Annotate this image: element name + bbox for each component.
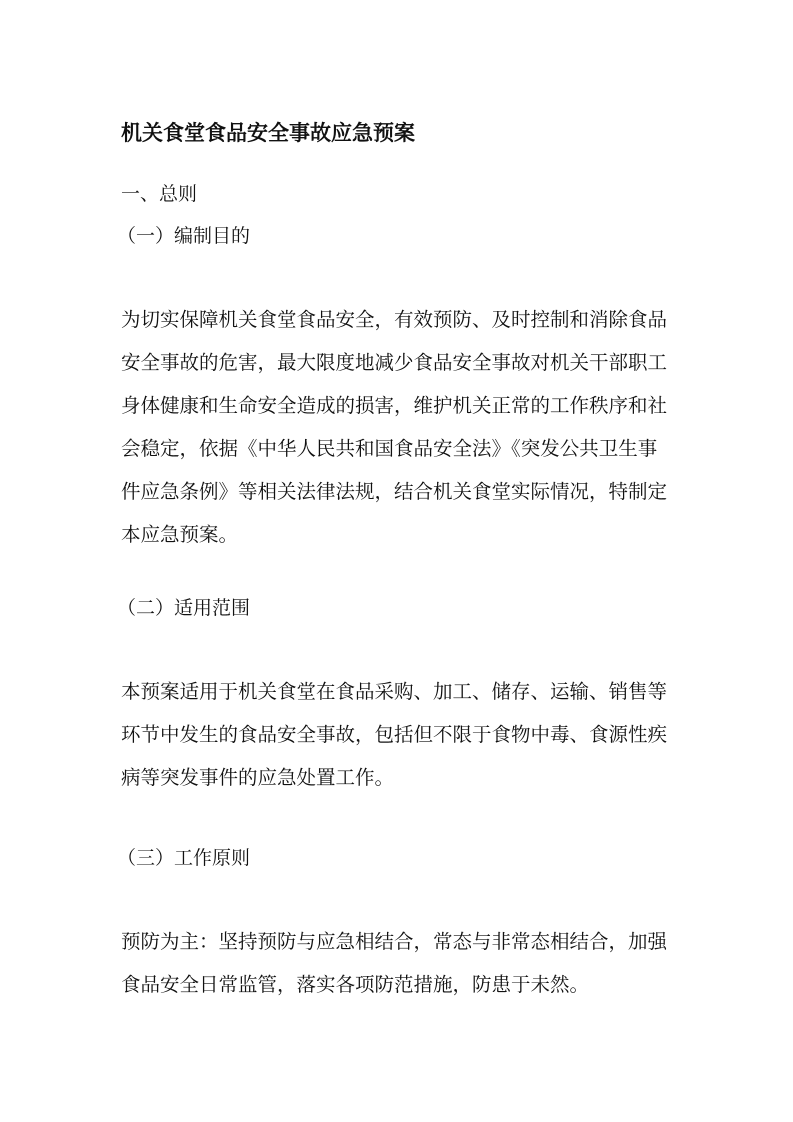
paragraph-line: 本预案适用于机关食堂在食品采购、加工、储存、运输、销售等 [121, 680, 668, 703]
subsection-heading-principles: （三）工作原则 [117, 847, 251, 869]
paragraph-line: 安全事故的危害，最大限度地减少食品安全事故对机关干部职工 [121, 351, 668, 374]
subsection-heading-scope: （二）适用范围 [117, 597, 251, 619]
paragraph-line: 身体健康和生命安全造成的损害，维护机关正常的工作秩序和社 [121, 394, 668, 417]
section-heading-general: 一、总则 [121, 183, 198, 205]
paragraph-purpose [121, 298, 681, 556]
paragraph-line: 环节中发生的食品安全事故，包括但不限于食物中毒、食源性疾 [121, 723, 668, 746]
paragraph-line: 食品安全日常监管，落实各项防范措施，防患于未然。 [121, 973, 590, 996]
paragraph-scope [121, 670, 681, 799]
subsection-heading-purpose: （一）编制目的 [117, 225, 251, 247]
document-title: 机关食堂食品安全事故应急预案 [121, 121, 415, 145]
paragraph-principles [121, 920, 681, 1006]
paragraph-line: 预防为主：坚持预防与应急相结合，常态与非常态相结合，加强 [121, 930, 668, 953]
paragraph-line: 件应急条例》等相关法律法规，结合机关食堂实际情况，特制定 [121, 480, 668, 503]
paragraph-line: 会稳定，依据《中华人民共和国食品安全法》《突发公共卫生事 [121, 437, 658, 460]
paragraph-line: 为切实保障机关食堂食品安全，有效预防、及时控制和消除食品 [121, 308, 668, 331]
paragraph-line: 病等突发事件的应急处置工作。 [121, 766, 395, 789]
paragraph-line: 本应急预案。 [121, 523, 239, 546]
